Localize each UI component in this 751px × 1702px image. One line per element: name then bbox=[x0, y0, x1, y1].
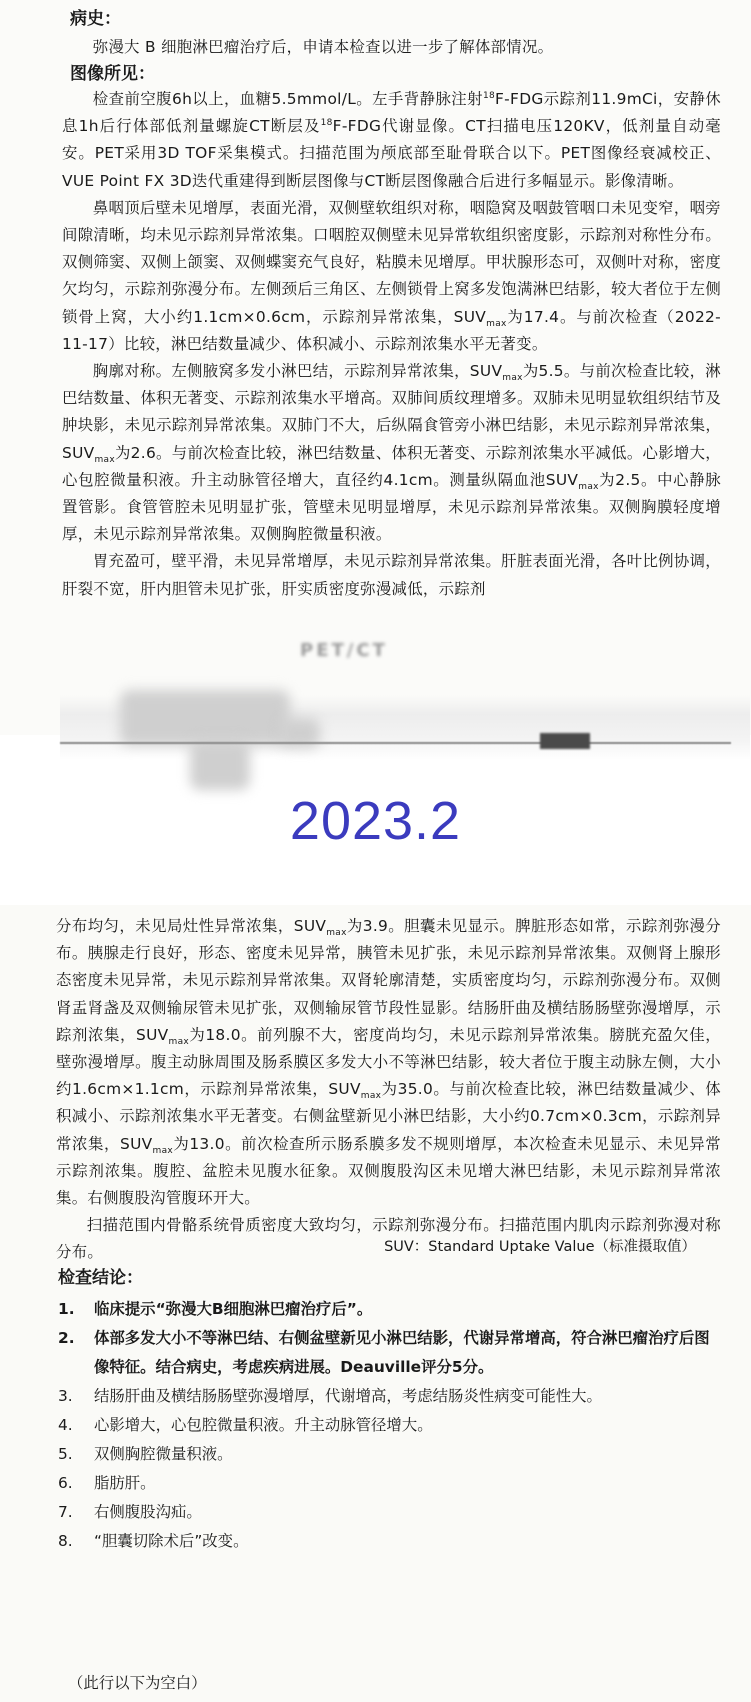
technique-text-c: F-FDG代谢显像。CT扫描电压120KV，低剂量自动毫安。PET采用3D TOF采集模式。扫描范围为颅底部至耻骨联合以下。PET图像经衰减校正、VUE Point FX 3D迭代重建得到断层图像与CT断层图像融合后进行多幅显示。影像清晰。 bbox=[62, 117, 721, 190]
findings-paragraph-abdomen bbox=[56, 913, 721, 1212]
findings-paragraph-chest bbox=[62, 358, 721, 548]
suv-max-sub: max bbox=[360, 1091, 382, 1102]
blank-below-note: （此行以下为空白） bbox=[68, 1674, 207, 1692]
findings-paragraph-abdomen-start: 胃充盈可，壁平滑，未见异常增厚，未见示踪剂异常浓集。肝脏表面光滑，各叶比例协调，肝裂不宽，肝内胆管未见扩张，肝实质密度弥漫减低，示踪剂 bbox=[62, 552, 721, 598]
redaction-blob bbox=[120, 690, 290, 745]
abdomen-text-e: 为13.0。前次检查所示肠系膜多发不规则增厚，本次检查未见显示、未见异常示踪剂浓集。腹腔、盆腔未见腹水征象。双侧腹股沟区未见增大淋巴结影，未见示踪剂异常浓集。右侧腹股沟管腹环开大。 bbox=[56, 1134, 721, 1208]
conclusion-list bbox=[58, 1295, 721, 1556]
conclusion-number: 8. bbox=[58, 1532, 73, 1550]
conclusion-text: “胆囊切除术后”改变。 bbox=[94, 1532, 249, 1550]
suv-max-sub: max bbox=[326, 928, 347, 939]
conclusion-number: 5. bbox=[58, 1445, 73, 1463]
chest-text-a: 胸廓对称。左侧腋窝多发小淋巴结，示踪剂异常浓集，SUV bbox=[92, 362, 503, 381]
findings-body-continued bbox=[56, 913, 721, 1267]
suv-max-sub: max bbox=[486, 318, 507, 329]
findings-title: 图像所见： bbox=[70, 64, 155, 85]
head-neck-text-b: 为17.4。与前次检查（2022-11-17）比较，淋巴结数量减少、体积减小、示踪剂浓集水平无著变。 bbox=[62, 307, 721, 353]
suv-max-sub: max bbox=[168, 1036, 190, 1047]
blurred-pet-ct-label: PET/CT bbox=[300, 640, 388, 661]
conclusion-text: 双侧胸腔微量积液。 bbox=[94, 1445, 233, 1463]
suv-max-sub: max bbox=[94, 454, 115, 465]
conclusion-item bbox=[58, 1440, 721, 1469]
report-page-bottom bbox=[0, 905, 751, 1702]
history-title: 病史： bbox=[70, 9, 121, 29]
conclusion-number: 1. bbox=[58, 1300, 75, 1318]
abdomen-text-b: 为3.9。胆囊未见显示。脾脏形态如常，示踪剂弥漫分布。胰腺走行良好，形态、密度未见异常，胰管未见扩张，未见示踪剂异常浓集。双侧肾上腺形态密度未见异常，未见示踪剂异常浓集。双肾轮廓清楚，实质密度均匀，示踪剂弥漫分布。双侧肾盂肾盏及双侧输尿管未见扩张，双侧输尿管节段性显影。结肠肝曲及横结肠肠壁弥漫增厚，示踪剂浓集，SUV bbox=[56, 917, 721, 1044]
conclusion-number: 3. bbox=[58, 1387, 73, 1405]
conclusion-title: 检查结论： bbox=[58, 1268, 143, 1288]
conclusion-item bbox=[58, 1295, 721, 1324]
abdomen-text-c: 为18.0。前列腺不大，密度尚均匀，未见示踪剂异常浓集。膀胱充盈欠佳，壁弥漫增厚。腹主动脉周围及肠系膜区多发大小不等淋巴结影，较大者位于腹主动脉左侧，大小约1.6cm×1.1cm，示踪剂异常浓集，SUV bbox=[56, 1025, 721, 1099]
conclusion-number: 6. bbox=[58, 1474, 73, 1492]
findings-paragraph-technique bbox=[62, 86, 721, 195]
conclusion-item bbox=[58, 1411, 721, 1440]
date-annotation: 2023.2 bbox=[289, 791, 462, 851]
conclusion-number: 7. bbox=[58, 1503, 73, 1521]
chest-text-d: 为2.5。中心静脉置管影。食管管腔未见明显扩张，管壁未见明显增厚，未见示踪剂异常浓集。双侧胸膜轻度增厚，未见示踪剂异常浓集。双侧胸腔微量积液。 bbox=[62, 470, 721, 544]
findings-paragraph-bone: 扫描范围内骨骼系统骨质密度大致均匀，示踪剂弥漫分布。扫描范围内肌肉示踪剂弥漫对称分布。 bbox=[56, 1216, 721, 1262]
suv-max-sub: max bbox=[578, 481, 599, 492]
redaction-blob bbox=[190, 740, 250, 790]
history-text: 弥漫大 B 细胞淋巴瘤治疗后，申请本检查以进一步了解体部情况。 bbox=[92, 38, 554, 56]
redaction-bar bbox=[540, 733, 590, 749]
conclusion-text: 结肠肝曲及横结肠肠壁弥漫增厚，代谢增高，考虑结肠炎性病变可能性大。 bbox=[94, 1387, 602, 1405]
technique-text-a: 检查前空腹6h以上，血糖5.5mmol/L。左手背静脉注射 bbox=[92, 90, 483, 108]
conclusion-text: 体部多发大小不等淋巴结、右侧盆壁新见小淋巴结影，代谢异常增高，符合淋巴瘤治疗后图像特征。结合病史，考虑疾病进展。Deauville评分5分。 bbox=[94, 1329, 710, 1376]
isotope-sup: 18 bbox=[320, 118, 333, 129]
conclusion-item bbox=[58, 1527, 721, 1556]
chest-text-b: 为5.5。与前次检查比较，淋巴结数量、体积无著变、示踪剂浓集水平增高。双肺间质纹理增多。双肺未见明显软组织结节及肿块影，未见示踪剂异常浓集。双肺门不大，后纵隔食管旁小淋巴结影，未见示踪剂异常浓集，SUV bbox=[62, 362, 722, 462]
abdomen-text-a: 分布均匀，未见局灶性异常浓集，SUV bbox=[56, 917, 327, 935]
conclusion-number: 4. bbox=[58, 1416, 73, 1434]
chest-text-c: 为2.6。与前次检查比较，淋巴结数量、体积无著变、示踪剂浓集水平减低。心影增大，心包腔微量积液。升主动脉管径增大，直径约4.1cm。测量纵隔血池SUV bbox=[62, 443, 721, 489]
conclusion-item bbox=[58, 1324, 721, 1382]
conclusion-text: 心影增大，心包腔微量积液。升主动脉管径增大。 bbox=[94, 1416, 433, 1434]
isotope-sup: 18 bbox=[482, 90, 496, 101]
suv-footnote: SUV：Standard Uptake Value（标准摄取值） bbox=[384, 1239, 696, 1255]
abdomen-text-d: 为35.0。与前次检查比较，淋巴结数量减少、体积减小、示踪剂浓集水平无著变。右侧盆壁新见小淋巴结影，大小约0.7cm×0.3cm，示踪剂异常浓集，SUV bbox=[56, 1080, 721, 1153]
conclusion-text: 临床提示“弥漫大B细胞淋巴瘤治疗后”。 bbox=[94, 1300, 373, 1318]
report-page-top bbox=[0, 0, 751, 735]
conclusion-text: 右侧腹股沟疝。 bbox=[94, 1503, 202, 1521]
conclusion-item bbox=[58, 1382, 721, 1411]
conclusion-item bbox=[58, 1498, 721, 1527]
findings-body bbox=[62, 86, 721, 603]
conclusion-text: 脂肪肝。 bbox=[94, 1474, 156, 1492]
suv-max-sub: max bbox=[502, 373, 523, 384]
suv-max-sub: max bbox=[152, 1145, 174, 1156]
findings-paragraph-head-neck bbox=[62, 195, 721, 358]
head-neck-text-a: 鼻咽顶后壁未见增厚，表面光滑，双侧壁软组织对称，咽隐窝及咽鼓管咽口未见变窄，咽旁间隙清晰，均未见示踪剂异常浓集。口咽腔双侧壁未见异常软组织密度影，示踪剂对称性分布。双侧筛窦、双侧上颌窦、双侧蝶窦充气良好，粘膜未见增厚。甲状腺形态可，双侧叶对称，密度欠均匀，示踪剂弥漫分布。左侧颈后三角区、左侧锁骨上窝多发饱满淋巴结影，较大者位于左侧锁骨上窝，大小约1.1cm×0.6cm，示踪剂异常浓集，SUV bbox=[62, 198, 722, 326]
conclusion-item bbox=[58, 1469, 721, 1498]
page-footer-rule bbox=[60, 742, 731, 744]
history-section bbox=[62, 8, 721, 85]
conclusion-section bbox=[58, 1267, 721, 1556]
conclusion-number: 2. bbox=[58, 1329, 75, 1347]
technique-text-b: F-FDG示踪剂11.9mCi，安静休息1h后行体部低剂量螺旋CT断层及 bbox=[62, 90, 721, 136]
